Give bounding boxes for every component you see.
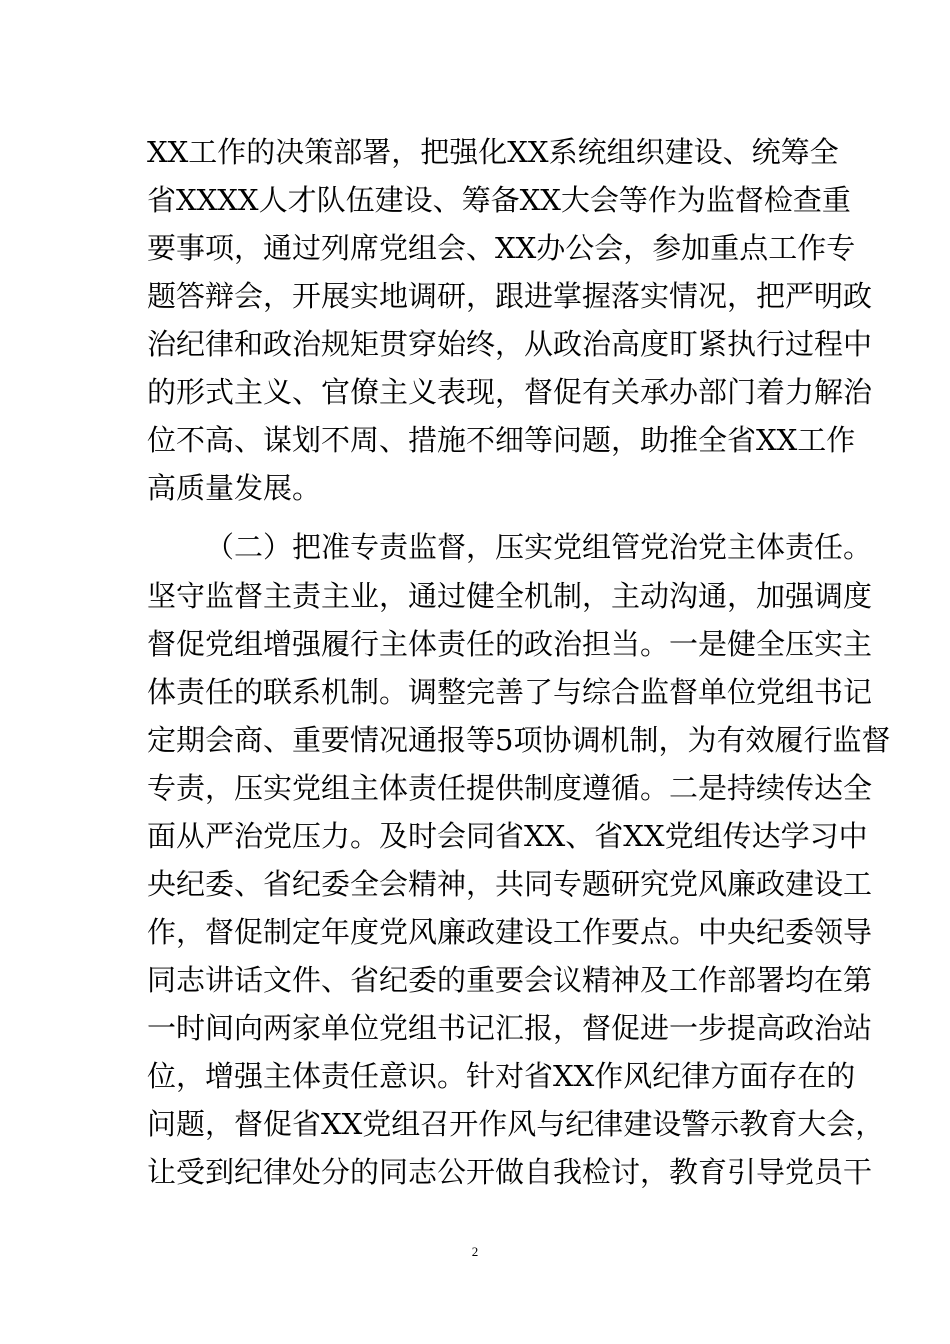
body-text-line: 作，督促制定年度党风廉政建设工作要点。中央纪委领导 <box>147 915 873 949</box>
section-heading: （二）把准专责监督，压实党组管党治党主体责任。 <box>205 530 873 564</box>
body-text-line: 要事项，通过列席党组会、XX办公会，参加重点工作专 <box>147 231 856 265</box>
body-text-line: 让受到纪律处分的同志公开做自我检讨，教育引导党员干 <box>147 1155 873 1189</box>
body-text-line: 省XXXX人才队伍建设、筹备XX大会等作为监督检查重 <box>147 183 851 217</box>
body-text-line: 的形式主义、官僚主义表现，督促有关承办部门着力解治 <box>147 375 873 409</box>
body-text-line: 治纪律和政治规矩贯穿始终，从政治高度盯紧执行过程中 <box>147 327 873 361</box>
body-text-line: 一时间向两家单位党组书记汇报，督促进一步提高政治站 <box>147 1011 873 1045</box>
body-text-line: 专责，压实党组主体责任提供制度遵循。二是持续传达全 <box>147 771 873 805</box>
body-text-line: 位不高、谋划不周、措施不细等问题，助推全省XX工作 <box>147 423 856 457</box>
body-text-line: 央纪委、省纪委全会精神，共同专题研究党风廉政建设工 <box>147 867 873 901</box>
body-text-line: 同志讲话文件、省纪委的重要会议精神及工作部署均在第 <box>147 963 873 997</box>
body-text-line: 位，增强主体责任意识。针对省XX作风纪律方面存在的 <box>147 1059 856 1093</box>
page-number: 2 <box>471 1244 479 1259</box>
body-text-line: 坚守监督主责主业，通过健全机制，主动沟通，加强调度 <box>147 579 873 613</box>
body-text-line: 面从严治党压力。及时会同省XX、省XX党组传达学习中 <box>147 819 868 853</box>
body-text-line: 题答辩会，开展实地调研，跟进掌握落实情况，把严明政 <box>147 279 873 313</box>
body-text-line: 体责任的联系机制。调整完善了与综合监督单位党组书记 <box>147 675 873 709</box>
body-text-line: 督促党组增强履行主体责任的政治担当。一是健全压实主 <box>147 627 873 661</box>
body-text-line: XX工作的决策部署，把强化XX系统组织建设、统筹全 <box>147 135 839 169</box>
body-text-line: 定期会商、重要情况通报等5项协调机制，为有效履行监督 <box>147 723 891 757</box>
body-text-line: 问题，督促省XX党组召开作风与纪律建设警示教育大会， <box>147 1107 885 1141</box>
body-text-line: 高质量发展。 <box>147 471 322 505</box>
